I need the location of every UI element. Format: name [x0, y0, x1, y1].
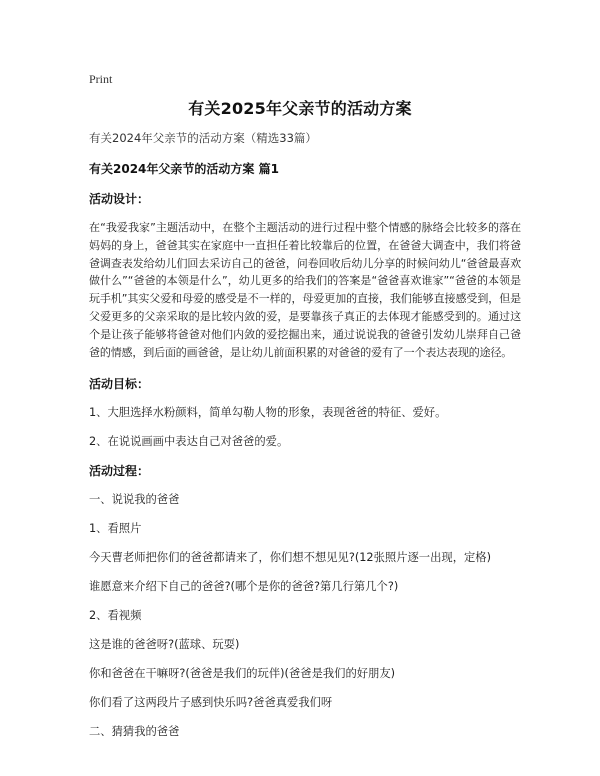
process-line: 今天曹老师把你们的爸爸都请来了，你们想不想见见?(12张照片逐一出现，定格) — [89, 551, 491, 565]
process-line: 一、说说我的爸爸 — [89, 493, 180, 507]
document-body — [89, 130, 521, 752]
process-line: 1、看照片 — [89, 522, 142, 536]
process-line: 这是谁的爸爸呀?(蓝球、玩耍) — [89, 638, 240, 652]
process-line: 谁愿意来介绍下自己的爸爸?(哪个是你的爸爸?第几行第几个?) — [89, 580, 399, 594]
process-line: 二、猜猜我的爸爸 — [89, 725, 180, 739]
goal-item-1: 1、大胆选择水粉颜料，简单勾勒人物的形象，表现爸爸的特征、爱好。 — [89, 406, 447, 420]
document-subtitle: 有关2024年父亲节的活动方案（精选33篇） — [89, 131, 317, 145]
process-line: 你和爸爸在干嘛呀?(爸爸是我们的玩伴)(爸爸是我们的好朋友) — [89, 667, 396, 681]
goals-heading: 活动目标： — [89, 377, 150, 392]
design-paragraph: 在“我爱我家”主题活动中，在整个主题活动的进行过程中整个情感的脉络会比较多的落在妈妈的身上，爸爸其实在家庭中一直担任着比较靠后的位置，在爸爸大调查中，我们将爸爸调查表发给幼儿们回去采访自己的爸爸，问卷回收后幼儿分享的时候问幼儿“爸爸最喜欢做什么”“爸爸的本领是什么”，幼儿更多的给我们的答案是“爸爸喜欢谁家”“爸爸的本领是玩手机”其实父爱和母爱的感受是不一样的，母爱更加的直接，我们能够直接感受到，但是父爱更多的父亲采取的是比较内敛的爱，是要靠孩子真正的去体现才能感受到的。通过这个是让孩子能够将爸爸对他们内敛的爱挖掘出来，通过说说我的爸爸引发幼儿崇拜自己爸爸的情感，到后面的画爸爸，是让幼儿前面积累的对爸爸的爱有了一个表达表现的途径。 — [89, 221, 521, 359]
article-heading: 有关2024年父亲节的活动方案 篇1 — [89, 162, 279, 176]
goal-item-2: 2、在说说画画中表达自己对爸爸的爱。 — [89, 435, 289, 449]
process-line: 2、看视频 — [89, 609, 142, 623]
document-title: 有关2025年父亲节的活动方案 — [188, 99, 412, 118]
print-link[interactable]: Print — [89, 72, 113, 86]
process-line: 你们看了这两段片子感到快乐吗?爸爸真爱我们呀 — [89, 696, 333, 710]
design-heading: 活动设计： — [89, 192, 150, 206]
process-heading: 活动过程： — [89, 464, 150, 479]
